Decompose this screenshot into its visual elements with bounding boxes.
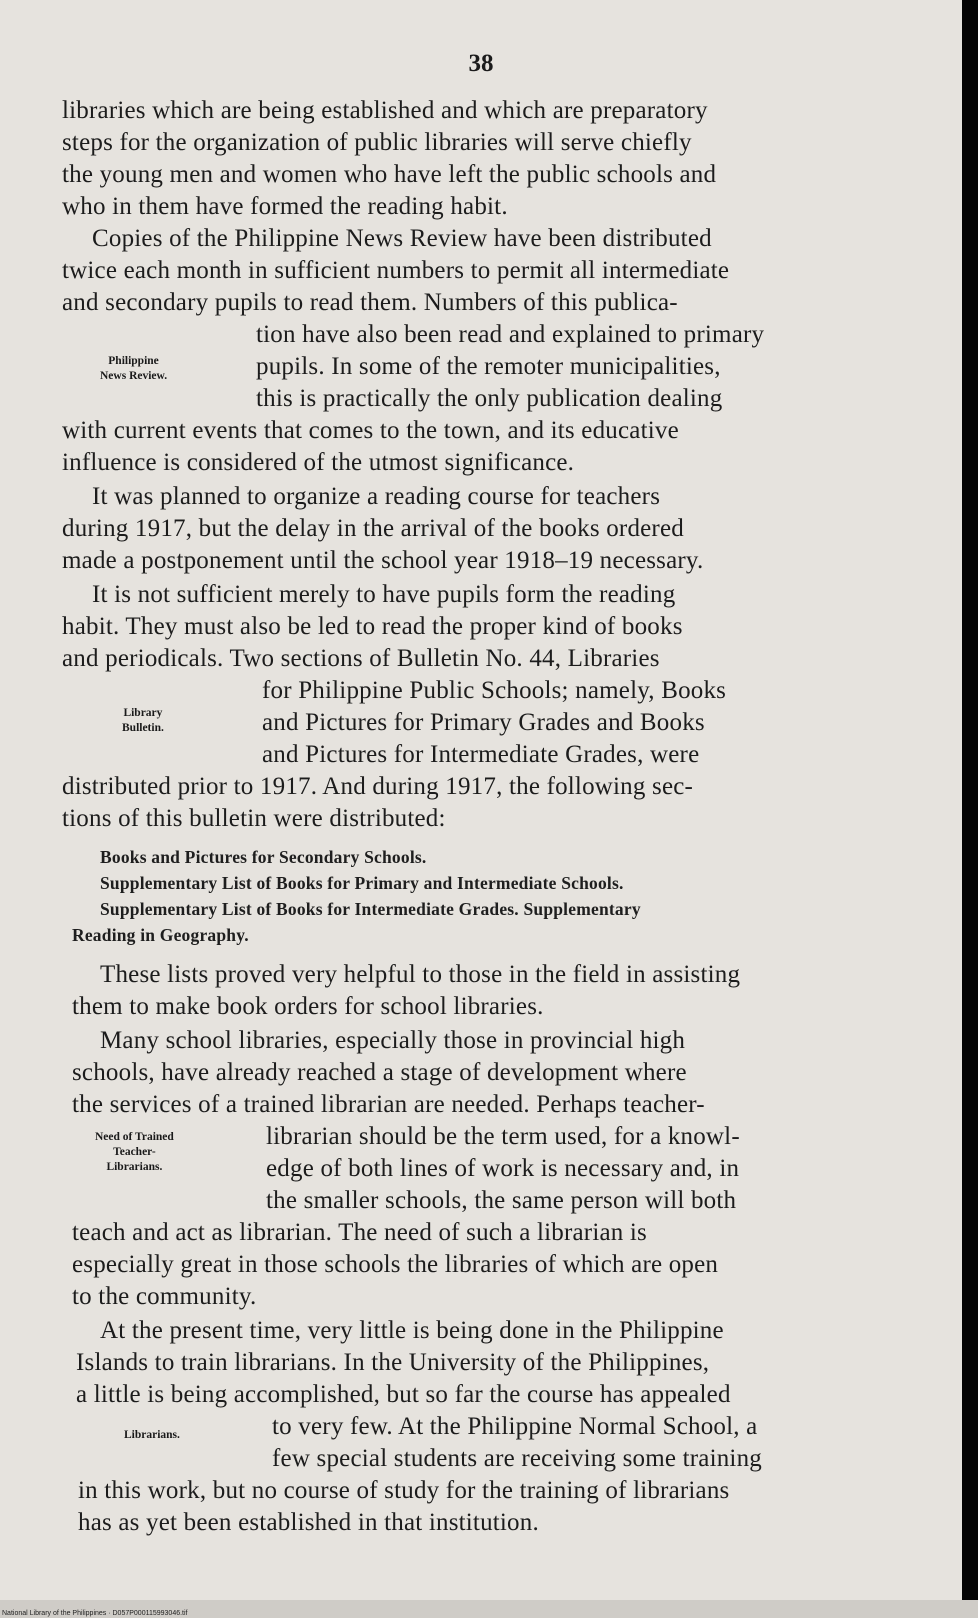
page-number: 38 xyxy=(468,50,494,77)
text-line: Islands to train librarians. In the University of the Philippines, xyxy=(76,1349,710,1376)
margin-note-librarians: Librarians. xyxy=(124,1429,180,1441)
text-line: this is practically the only publication dealing xyxy=(256,385,723,412)
text-line: the services of a trained librarian are needed. Perhaps teacher- xyxy=(72,1091,705,1118)
text-line: the smaller schools, the same person will both xyxy=(266,1187,737,1214)
text-line: pupils. In some of the remoter municipalities, xyxy=(256,353,721,380)
text-line: and periodicals. Two sections of Bulletin No. 44, Libraries xyxy=(62,645,660,672)
text-line: It is not sufficient merely to have pupils form the reading xyxy=(92,581,676,608)
text-line: them to make book orders for school libraries. xyxy=(72,993,544,1020)
text-line: few special students are receiving some training xyxy=(272,1445,762,1472)
text-line: for Philippine Public Schools; namely, Books xyxy=(262,677,727,704)
text-line: It was planned to organize a reading course for teachers xyxy=(92,483,661,510)
text-line: and secondary pupils to read them. Numbers of this publica- xyxy=(62,289,678,316)
text-line: At the present time, very little is being done in the Philippine xyxy=(100,1317,724,1344)
text-line: tion have also been read and explained to primary xyxy=(256,321,765,348)
text-line: and Pictures for Primary Grades and Books xyxy=(262,709,705,736)
text-line: tions of this bulletin were distributed: xyxy=(62,805,446,832)
text-line: Copies of the Philippine News Review have been distributed xyxy=(92,225,712,252)
text-line: especially great in those schools the libraries of which are open xyxy=(72,1251,719,1278)
text-line: with current events that comes to the town, and its educative xyxy=(62,417,679,444)
list-item: Books and Pictures for Secondary Schools. xyxy=(100,847,427,867)
text-line: distributed prior to 1917. And during 1917, the following sec- xyxy=(62,773,694,800)
text-line: influence is considered of the utmost significance. xyxy=(62,449,575,476)
scan-footer: National Library of the Philippines · D057P000115993046.tif xyxy=(2,1610,188,1617)
margin-note-trained-teacher-librarians: Need of Trained Teacher- Librarians. xyxy=(95,1131,174,1173)
list-item: Supplementary List of Books for Intermediate Grades. Supplementary xyxy=(100,899,641,919)
text-line: twice each month in sufficient numbers to permit all intermediate xyxy=(62,257,730,284)
text-line: the young men and women who have left the public schools and xyxy=(62,161,717,188)
text-line: and Pictures for Intermediate Grades, were xyxy=(262,741,700,768)
text-line: in this work, but no course of study for the training of librarians xyxy=(78,1477,730,1504)
margin-note-library-bulletin: Library Bulletin. xyxy=(122,707,164,734)
text-line: to very few. At the Philippine Normal School, a xyxy=(272,1413,758,1440)
text-line: has as yet been established in that institution. xyxy=(78,1509,539,1536)
text-line: teach and act as librarian. The need of such a librarian is xyxy=(72,1219,647,1246)
text-line: librarian should be the term used, for a knowl- xyxy=(266,1123,740,1150)
text-line: These lists proved very helpful to those in the field in assisting xyxy=(100,961,741,988)
scan-edge-right xyxy=(962,0,978,1618)
text-line: habit. They must also be led to read the proper kind of books xyxy=(62,613,683,640)
text-line: who in them have formed the reading habit. xyxy=(62,193,508,220)
list-item: Supplementary List of Books for Primary and Intermediate Schools. xyxy=(100,873,624,893)
text-line: steps for the organization of public libraries will serve chiefly xyxy=(62,129,692,156)
margin-note-news-review: Philippine News Review. xyxy=(100,355,168,382)
text-line: edge of both lines of work is necessary and, in xyxy=(266,1155,740,1182)
text-line: libraries which are being established and which are preparatory xyxy=(62,97,708,124)
text-line: during 1917, but the delay in the arrival of the books ordered xyxy=(62,515,684,542)
text-line: a little is being accomplished, but so far the course has appealed xyxy=(76,1381,731,1408)
text-line: schools, have already reached a stage of development where xyxy=(72,1059,687,1086)
list-item: Reading in Geography. xyxy=(72,925,249,945)
text-line: Many school libraries, especially those in provincial high xyxy=(100,1027,686,1054)
text-line: made a postponement until the school year 1918–19 necessary. xyxy=(62,547,704,574)
text-line: to the community. xyxy=(72,1283,257,1310)
